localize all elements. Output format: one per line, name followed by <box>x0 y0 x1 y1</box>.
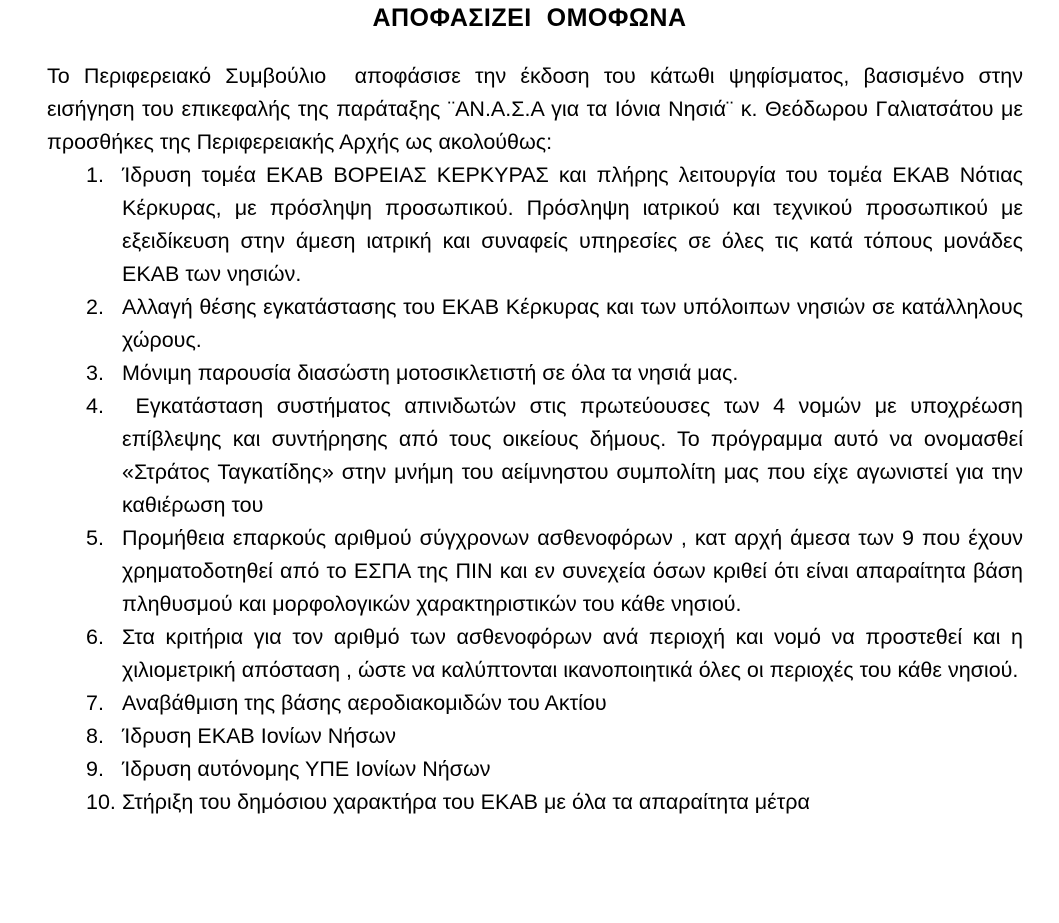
resolution-item-7 <box>86 687 1023 720</box>
resolution-text: Προμήθεια επαρκούς αριθμού σύγχρονων ασθενοφόρων , κατ αρχή άμεσα των 9 που έχουν χρηματοδοτηθεί από το ΕΣΠΑ της ΠΙΝ και εν συνεχεία όσων κριθεί ότι είναι απαραίτητα βάση πληθυσμού και μορφολογικών χαρακτηριστικών του κάθε νησιού. <box>122 526 1023 616</box>
resolution-list <box>0 159 1059 819</box>
resolution-number: 3. <box>86 361 104 385</box>
resolution-item-4 <box>86 390 1023 522</box>
resolution-number: 1. <box>86 163 104 187</box>
resolution-number: 7. <box>86 691 104 715</box>
resolution-item-6 <box>86 621 1023 687</box>
resolution-item-3 <box>86 357 1023 390</box>
resolution-item-2 <box>86 291 1023 357</box>
resolution-item-9 <box>86 753 1023 786</box>
resolution-number: 9. <box>86 757 104 781</box>
resolution-text: Ίδρυση αυτόνομης ΥΠΕ Ιονίων Νήσων <box>122 757 491 781</box>
resolution-number: 8. <box>86 724 104 748</box>
resolution-number: 10. <box>86 790 116 814</box>
intro-paragraph: Το Περιφερειακό Συμβούλιο αποφάσισε την έκδοση του κάτωθι ψηφίσματος, βασισμένο στην εισήγηση του επικεφαλής της παράταξης ¨ΑΝ.Α.Σ.Α για τα Ιόνια Νησιά¨ κ. Θεόδωρου Γαλιατσάτου με προσθήκες της Περιφερειακής Αρχής ως ακολούθως: <box>47 64 1023 154</box>
resolution-text: Στα κριτήρια για τον αριθμό των ασθενοφόρων ανά περιοχή και νομό να προστεθεί και η χιλιομετρική απόσταση , ώστε να καλύπτονται ικανοποιητικά όλες οι περιοχές του κάθε νησιού. <box>122 625 1023 682</box>
resolution-item-5 <box>86 522 1023 621</box>
resolution-text: Αλλαγή θέσης εγκατάστασης του ΕΚΑΒ Κέρκυρας και των υπόλοιπων νησιών σε κατάλληλους χώρους. <box>122 295 1023 352</box>
resolution-text: Μόνιμη παρουσία διασώστη μοτοσικλετιστή σε όλα τα νησιά μας. <box>122 361 739 385</box>
resolution-number: 6. <box>86 625 104 649</box>
resolution-text: Ίδρυση ΕΚΑΒ Ιονίων Νήσων <box>122 724 396 748</box>
resolution-item-10 <box>86 786 1023 819</box>
resolution-text: Στήριξη του δημόσιου χαρακτήρα του ΕΚΑΒ με όλα τα απαραίτητα μέτρα <box>122 790 810 814</box>
resolution-text: Εγκατάσταση συστήματος απινιδωτών στις πρωτεύουσες των 4 νομών με υποχρέωση επίβλεψης και συντήρησης από τους οικείους δήμους. Το πρόγραμμα αυτό να ονομασθεί «Στράτος Ταγκατίδης» στην μνήμη του αείμνηστου συμπολίτη μας που είχε αγωνιστεί για την καθιέρωση του <box>122 394 1023 517</box>
resolution-text: Αναβάθμιση της βάσης αεροδιακομιδών του Ακτίου <box>122 691 607 715</box>
resolution-text: Ίδρυση τομέα ΕΚΑΒ ΒΟΡΕΙΑΣ ΚΕΡΚΥΡΑΣ και πλήρης λειτουργία του τομέα ΕΚΑΒ Νότιας Κέρκυρας, με πρόσληψη προσωπικού. Πρόσληψη ιατρικού και τεχνικού προσωπικού με εξειδίκευση στην άμεση ιατρική και συναφείς υπηρεσίες σε όλες τις κατά τόπους μονάδες ΕΚΑΒ των νησιών. <box>122 163 1023 286</box>
resolution-item-1 <box>86 159 1023 291</box>
resolution-number: 2. <box>86 295 104 319</box>
document-title: ΑΠΟΦΑΣΙΖΕΙ ΟΜΟΦΩΝΑ <box>372 4 687 32</box>
resolution-item-8 <box>86 720 1023 753</box>
resolution-number: 5. <box>86 526 104 550</box>
resolution-number: 4. <box>86 394 104 418</box>
